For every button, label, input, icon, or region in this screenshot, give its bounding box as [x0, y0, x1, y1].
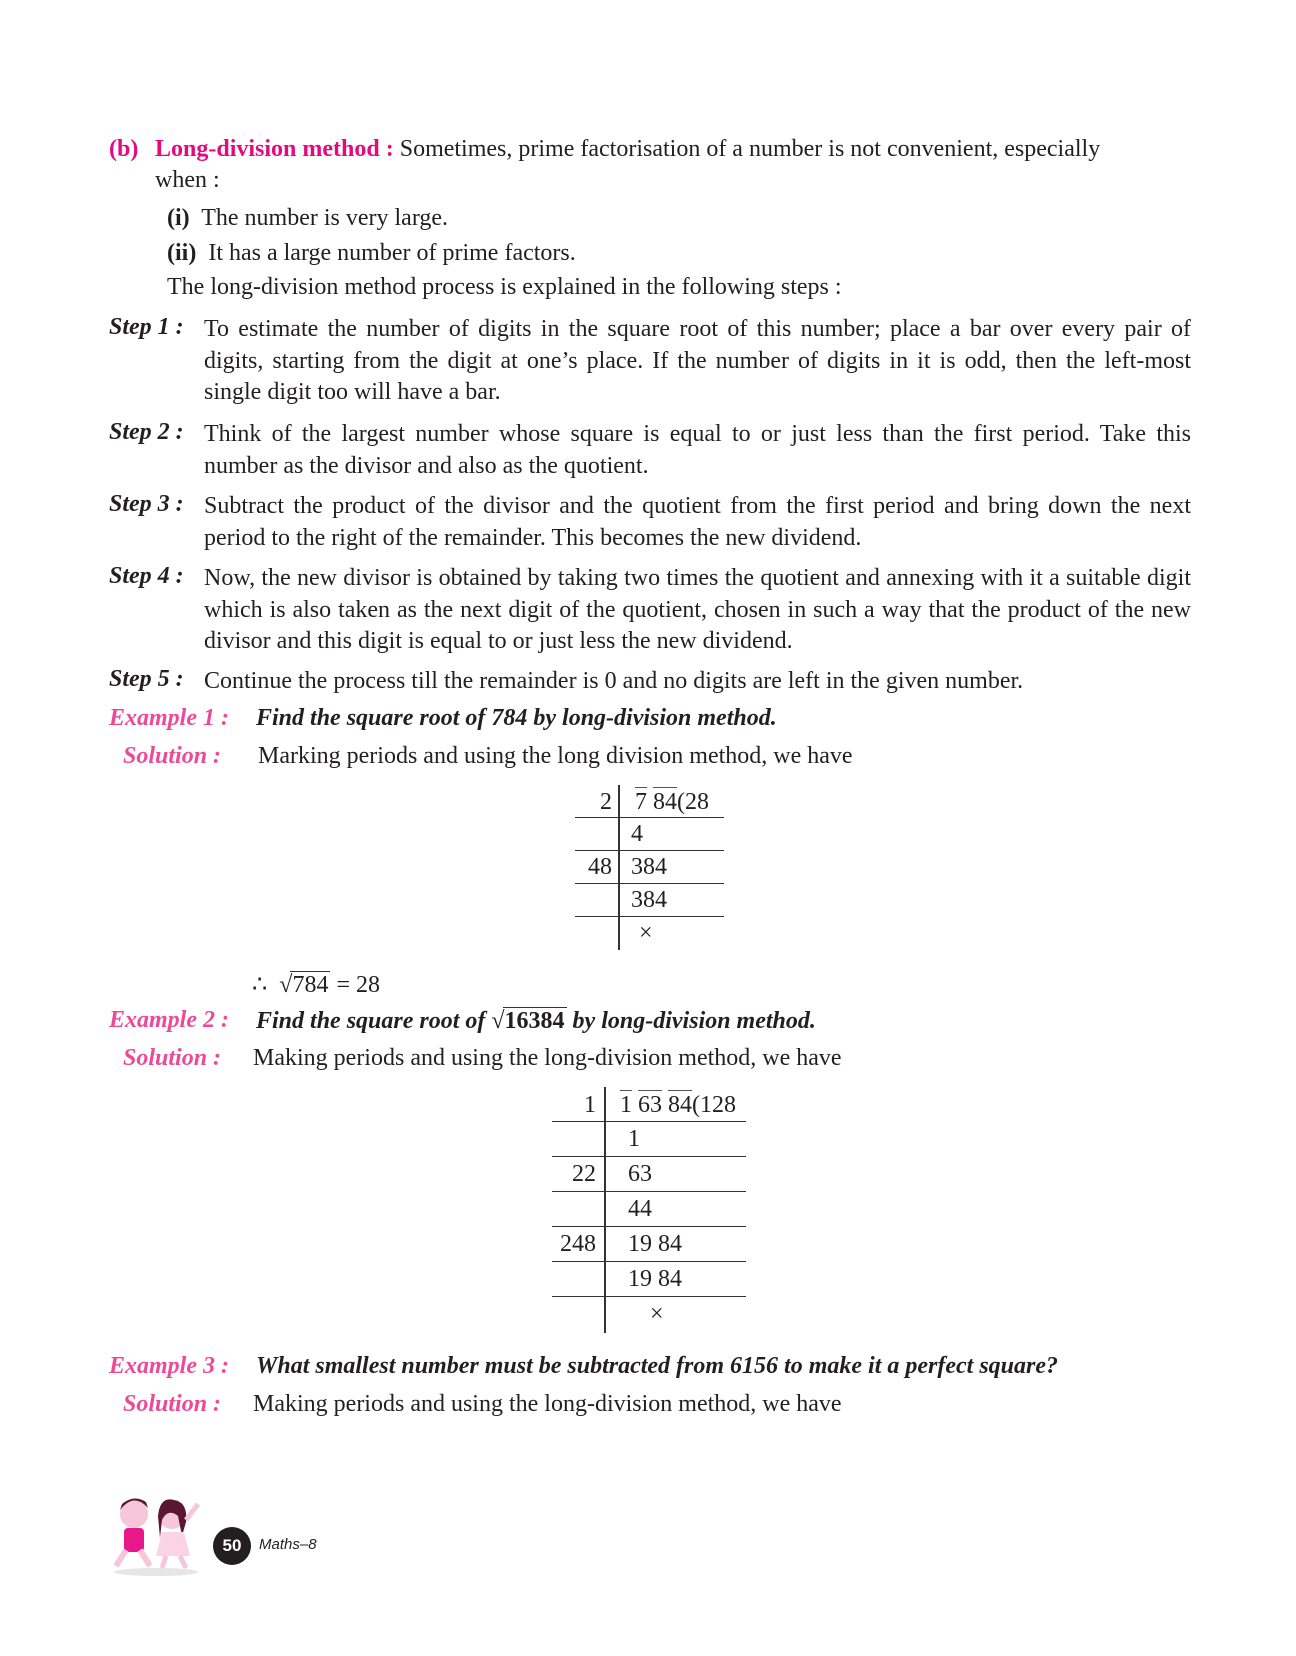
example-2-label: Example 2 : — [109, 1007, 229, 1033]
step-label: Step 5 : — [109, 666, 184, 692]
row-value: 4 — [631, 821, 643, 847]
question-text: Find the square root of — [256, 1008, 486, 1034]
intro-line-1: Sometimes, prime factorisation of a number is not convenient, especially — [399, 136, 1101, 162]
radicand: 784 — [292, 972, 329, 998]
radical-symbol: √ — [279, 972, 293, 998]
step-text: Continue the process till the remainder is 0 and no digits are left in the given number. — [204, 668, 1024, 694]
step-label: Step 4 : — [109, 563, 184, 589]
division-row — [552, 1157, 746, 1192]
remainder-zero: × — [639, 920, 653, 946]
quotient: (128 — [692, 1092, 736, 1118]
radical-symbol: √ — [491, 1008, 505, 1034]
period: 7 — [635, 789, 647, 815]
long-division-784 — [575, 785, 724, 950]
period: 84 — [668, 1092, 692, 1118]
example-3-label: Example 3 : — [109, 1353, 229, 1379]
row-value: 19 84 — [628, 1231, 682, 1257]
condition-marker: (i) — [167, 205, 190, 231]
step-4 — [109, 563, 1191, 658]
divisor: 248 — [560, 1231, 596, 1257]
condition-marker: (ii) — [167, 240, 197, 266]
period: 1 — [620, 1092, 632, 1118]
step-text: Subtract the product of the divisor and the quotient from the first period and bring down the next period to the right of the remainder. This becomes the new dividend. — [204, 493, 1191, 551]
page-number-badge: 50 — [213, 1527, 251, 1565]
condition-text: The number is very large. — [201, 205, 449, 231]
division-row — [575, 818, 724, 851]
division-row — [552, 1192, 746, 1227]
step-5 — [109, 666, 1191, 698]
therefore-symbol: ∴ — [252, 972, 268, 998]
step-text: Think of the largest number whose square is equal to or just less than the first period. Take this number as the divisor and also as the quotient. — [204, 421, 1191, 479]
step-1 — [109, 314, 1191, 409]
section-intro — [155, 136, 1100, 163]
period: 63 — [638, 1092, 662, 1118]
division-row — [552, 1227, 746, 1262]
condition-1 — [167, 205, 448, 232]
example-1-label: Example 1 : — [109, 705, 229, 731]
division-row — [575, 785, 724, 818]
dividend — [635, 789, 709, 816]
example-3-question: What smallest number must be subtracted from 6156 to make it a perfect square? — [256, 1353, 1059, 1379]
process-intro: The long-division method process is explained in the following steps : — [167, 274, 842, 300]
step-3 — [109, 491, 1191, 554]
quotient: (28 — [677, 789, 709, 815]
step-label: Step 2 : — [109, 419, 184, 445]
row-value: 1 — [628, 1126, 640, 1152]
section-marker: (b) — [109, 136, 139, 162]
kids-illustration — [106, 1492, 204, 1578]
divisor: 2 — [600, 789, 612, 815]
divisor: 22 — [572, 1161, 596, 1187]
division-row — [575, 851, 724, 884]
division-row — [552, 1087, 746, 1122]
solution-3-label: Solution : — [123, 1391, 222, 1417]
division-row — [552, 1122, 746, 1157]
row-value: 63 — [628, 1161, 652, 1187]
solution-1-text: Marking periods and using the long division method, we have — [258, 743, 853, 769]
example-1-question: Find the square root of 784 by long-division method. — [256, 705, 777, 731]
division-row — [552, 1262, 746, 1297]
example-1-conclusion — [252, 970, 380, 999]
row-value: 44 — [628, 1196, 652, 1222]
row-value: 384 — [631, 887, 667, 913]
divisor: 48 — [588, 854, 612, 880]
condition-text: It has a large number of prime factors. — [208, 240, 576, 266]
step-text: To estimate the number of digits in the square root of this number; place a bar over every pair of digits, starting from the digit at one’s place. If the number of digits in it is odd, then the left-most single digit too will have a bar. — [204, 316, 1191, 405]
division-row — [552, 1297, 746, 1331]
division-row — [575, 884, 724, 917]
period: 84 — [653, 789, 677, 815]
solution-3-text: Making periods and using the long-division method, we have — [253, 1391, 842, 1417]
radicand: 16384 — [504, 1008, 565, 1034]
step-label: Step 1 : — [109, 314, 184, 340]
step-2 — [109, 419, 1191, 482]
book-title: Maths–8 — [259, 1536, 317, 1553]
question-text: by long-division method. — [572, 1008, 816, 1034]
remainder-zero: × — [650, 1301, 664, 1327]
step-label: Step 3 : — [109, 491, 184, 517]
solution-2-label: Solution : — [123, 1045, 222, 1071]
intro-line-2: when : — [155, 167, 220, 193]
example-2-question — [256, 1007, 816, 1035]
result: = 28 — [336, 972, 380, 998]
row-value: 384 — [631, 854, 667, 880]
division-row — [575, 917, 724, 949]
solution-2-text: Making periods and using the long-division method, we have — [253, 1045, 842, 1071]
step-text: Now, the new divisor is obtained by taking two times the quotient and annexing with it a suitable digit which is also taken as the next digit of the quotient, chosen in such a way that the product of the new divisor and this digit is equal to or just less the new dividend. — [204, 565, 1191, 654]
row-value: 19 84 — [628, 1266, 682, 1292]
condition-2 — [167, 240, 576, 267]
long-division-16384 — [552, 1087, 746, 1333]
dividend — [620, 1092, 736, 1119]
section-title: Long-division method : — [155, 136, 394, 162]
divisor: 1 — [584, 1092, 596, 1118]
solution-1-label: Solution : — [123, 743, 222, 769]
